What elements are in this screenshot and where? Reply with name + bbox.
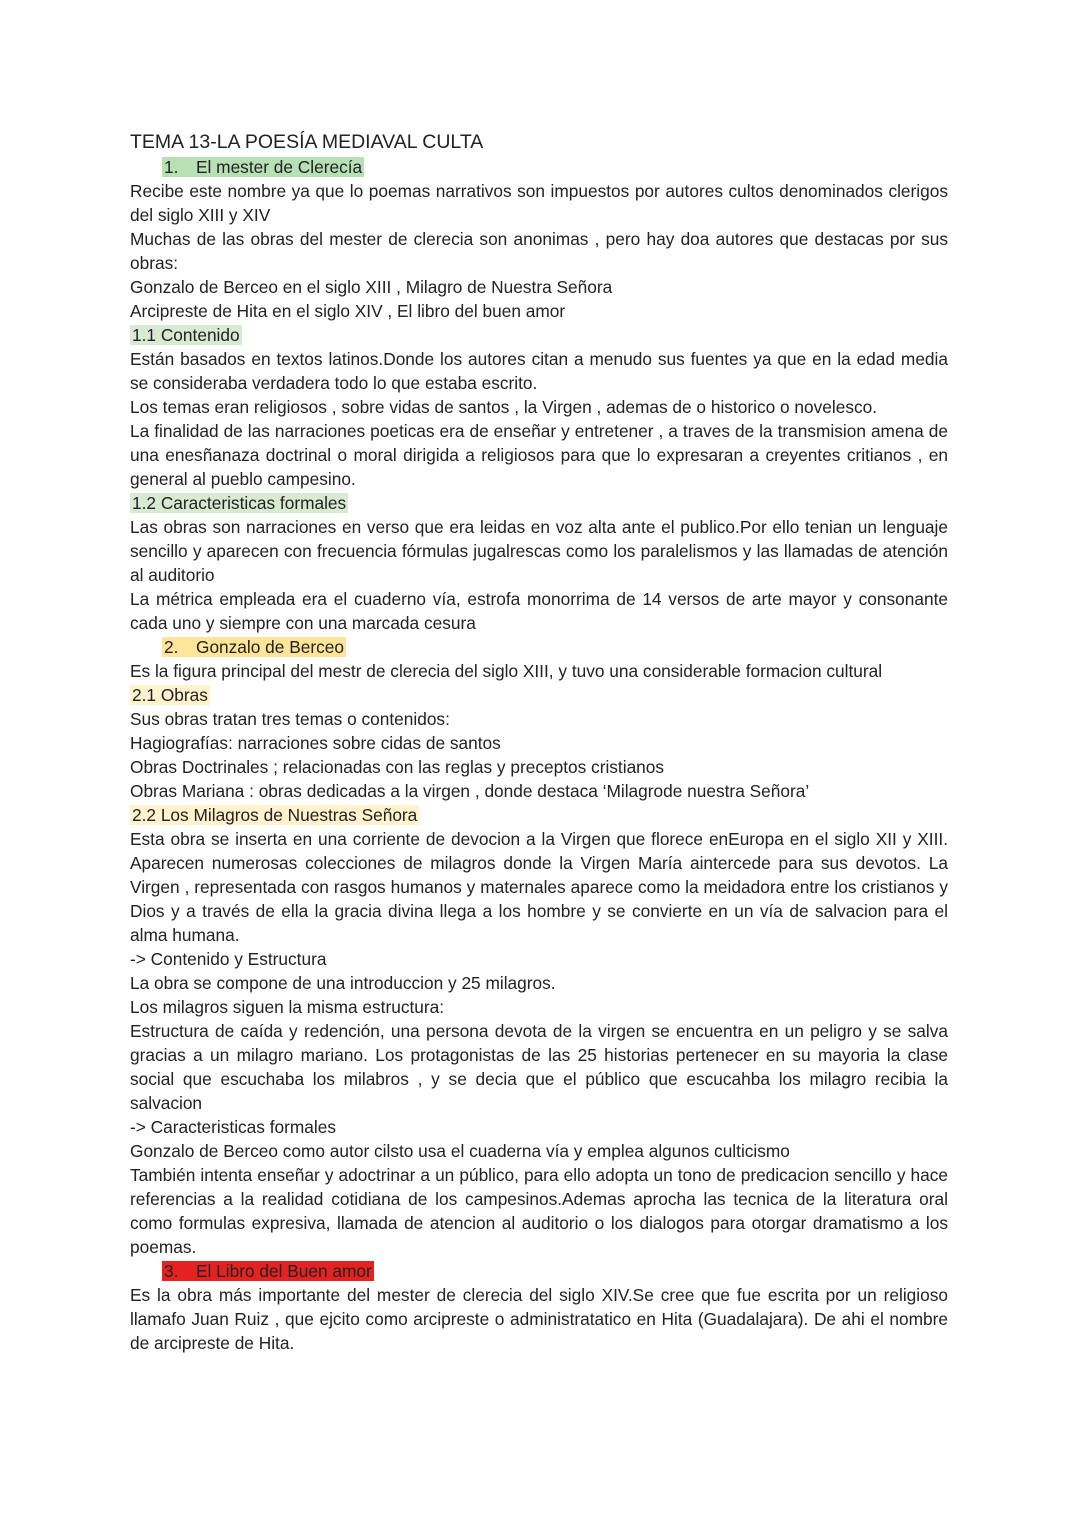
section-2-1-line-1: Sus obras tratan tres temas o contenidos:: [130, 709, 450, 729]
section-3-number: 3.: [164, 1261, 179, 1281]
section-2-number: 2.: [164, 637, 179, 657]
section-2-1-line-2: Hagiografías: narraciones sobre cidas de santos: [130, 733, 501, 753]
section-2-paragraph-1: Es la figura principal del mestr de clerecia del siglo XIII, y tuvo una considerable formacion cultural: [130, 661, 883, 681]
section-2-2-line-3: Gonzalo de Berceo como autor cilsto usa el cuaderna vía y emplea algunos culticismo: [130, 1141, 790, 1161]
section-2-2-subheading-2: -> Caracteristicas formales: [130, 1117, 336, 1137]
section-1-line-hita: Arcipreste de Hita en el siglo XIV , El libro del buen amor: [130, 301, 566, 321]
section-1-heading: [130, 155, 948, 179]
section-2-heading: [130, 635, 948, 659]
section-1-1-paragraph-1: Están basados en textos latinos.Donde los autores citan a menudo sus fuentes ya que en la edad media se consideraba verdadera todo lo que estaba escrito.: [130, 349, 948, 393]
section-3-highlight: [162, 1261, 374, 1281]
section-1-2-paragraph-1: Las obras son narraciones en verso que era leidas en voz alta ante el publico.Por ello tenian un lenguaje sencillo y aparecen con frecuencia fórmulas jugalrescas como los paralelismos y las llamadas de atención al auditorio: [130, 517, 948, 585]
document-title: TEMA 13-LA POESÍA MEDIAVAL CULTA: [130, 131, 484, 153]
section-1-1-heading: [130, 323, 948, 347]
section-2-2-line-1: La obra se compone de una introduccion y 25 milagros.: [130, 973, 556, 993]
section-1-number: 1.: [164, 157, 179, 177]
section-1-1-paragraph-2: Los temas eran religiosos , sobre vidas de santos , la Virgen , ademas de o historico o novelesco.: [130, 397, 878, 417]
section-1-line-berceo: Gonzalo de Berceo en el siglo XIII , Milagro de Nuestra Señora: [130, 277, 613, 297]
section-1-1-paragraph-3: La finalidad de las narraciones poeticas era de enseñar y entretener , a traves de la transmision amena de una enesñanaza doctrinal o moral dirigida a religiosos para que lo expresaran a creyentes critianos , en general al pueblo campesino.: [130, 421, 948, 489]
section-2-2-paragraph-3: También intenta enseñar y adoctrinar a un público, para ello adopta un tono de predicacion sencillo y hace referencias a la realidad cotidiana de los campesinos.Ademas aprocha las tecnica de la literatura oral como formulas expresiva, llamada de atencion al auditorio o los dialogos para otorgar dramatismo a los poemas.: [130, 1165, 948, 1257]
section-2-1-line-4: Obras Mariana : obras dedicadas a la virgen , donde destaca ‘Milagrode nuestra Señora’: [130, 781, 810, 801]
section-3-paragraph-1: Es la obra más importante del mester de clerecia del siglo XIV.Se cree que fue escrita por un religioso llamafo Juan Ruiz , que ejcito como arcipreste o administratatico en Hita (Guadalajara). De ahi el nombre de arcipreste de Hita.: [130, 1285, 948, 1353]
section-1-paragraph-2: Muchas de las obras del mester de clerecia son anonimas , pero hay doa autores que destacas por sus obras:: [130, 229, 948, 273]
section-2-2-subheading-1: -> Contenido y Estructura: [130, 949, 327, 969]
section-2-2-paragraph-2: Estructura de caída y redención, una persona devota de la virgen se encuentra en un peligro y se salva gracias a un milagro mariano. Los protagonistas de las 25 historias pertenecer en su mayoria la clase social que escuchaba los milabros , y se decia que el público que escucahba los milagro recibia la salvacion: [130, 1021, 948, 1113]
section-2-2-title: 2.2 Los Milagros de Nuestras Señora: [132, 805, 418, 825]
section-2-1-heading: [130, 683, 948, 707]
section-2-title: Gonzalo de Berceo: [196, 637, 344, 657]
section-2-2-heading: [130, 803, 948, 827]
section-1-2-paragraph-2: La métrica empleada era el cuaderno vía, estrofa monorrima de 14 versos de arte mayor y consonante cada uno y siempre con una marcada cesura: [130, 589, 948, 633]
section-2-2-paragraph-1: Esta obra se inserta en una corriente de devocion a la Virgen que florece enEuropa en el siglo XII y XIII. Aparecen numerosas colecciones de milagros donde la Virgen María aintercede para sus devotos. La Virgen , representada con rasgos humanos y maternales aparece como la meidadora entre los cristianos y Dios y a través de ella la gracia divina llega a los hombre y se convierte en un vía de salvacion para el alma humana.: [130, 829, 948, 945]
section-2-1-line-3: Obras Doctrinales ; relacionadas con las reglas y preceptos cristianos: [130, 757, 665, 777]
section-3-heading: [130, 1259, 948, 1283]
section-1-1-title: 1.1 Contenido: [132, 325, 240, 345]
section-1-2-heading: [130, 491, 948, 515]
section-1-paragraph-1: Recibe este nombre ya que lo poemas narrativos son impuestos por autores cultos denominados clerigos del siglo XIII y XIV: [130, 181, 948, 225]
section-1-highlight: [162, 157, 364, 177]
document-page: [130, 130, 948, 1355]
section-1-2-title: 1.2 Caracteristicas formales: [132, 493, 347, 513]
section-2-2-line-2: Los milagros siguen la misma estructura:: [130, 997, 445, 1017]
section-2-1-title: 2.1 Obras: [132, 685, 208, 705]
section-1-title: El mester de Clerecía: [196, 157, 363, 177]
section-2-highlight: [162, 637, 346, 657]
section-3-title: El Libro del Buen amor: [196, 1261, 372, 1281]
